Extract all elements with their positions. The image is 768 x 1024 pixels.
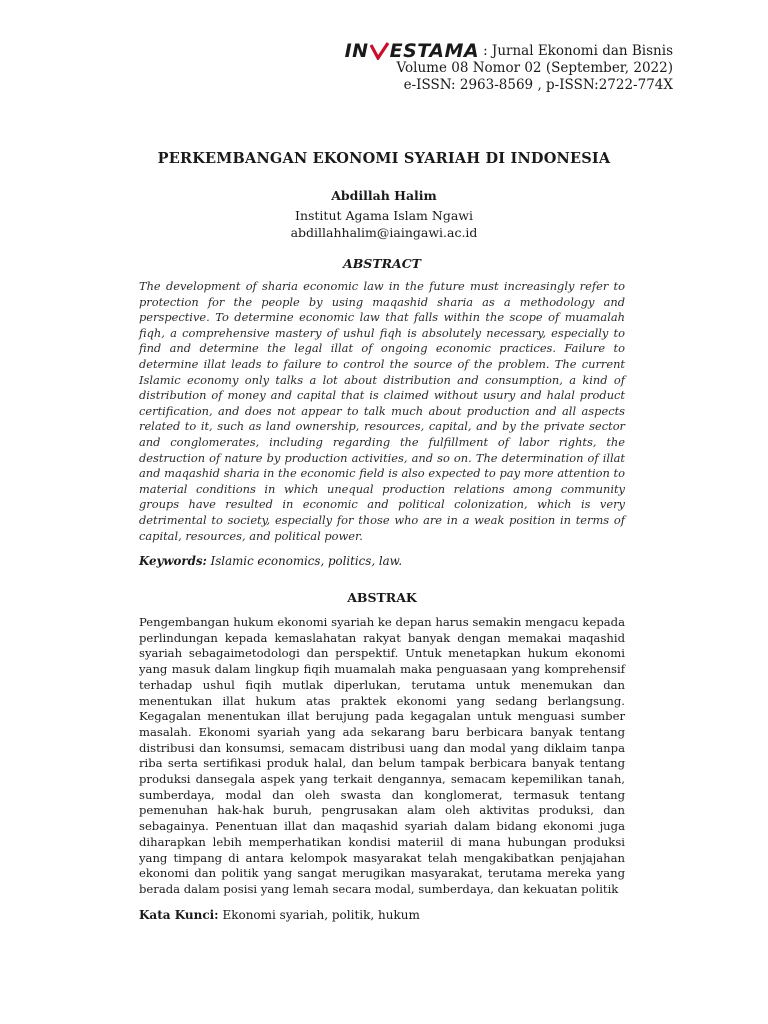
abstrak-section (139, 590, 625, 922)
abstrak-heading: ABSTRAK (347, 590, 417, 605)
author-affiliation: Institut Agama Islam Ngawi (295, 208, 473, 223)
journal-volume: Volume 08 Nomor 02 (September, 2022) (396, 60, 673, 76)
abstract-text: The development of sharia economic law in the future must increasingly refer to protection for the people by using maqashid sharia as a methodology and perspective. To determine economic law that falls within the scope of muamalah fiqh, a comprehensive mastery of ushul fiqh is absolutely necessary, especially to find and determine the legal illat of ongoing economic practices. Failure to determine illat leads to failure to control the source of the problem. The current Islamic economy only talks a lot about distribution and consumption, a kind of distribution of money and capital that is claimed without usury and halal product certification, and does not appear to talk much about production and all aspects related to it, such as land ownership, resources, capital, and by the private sector and conglomerates, including regarding the fulfillment of labor rights, the destruction of nature by production activities, and so on. The determination of illat and maqashid sharia in the economic field is also expected to pay more attention to material conditions in which unequal production relations among community groups have resulted in economic and political colonization, which is very detrimental to society, especially for those who are in a weak position in terms of capital, resources, and political power. (139, 279, 625, 543)
logo-text-in: IN (344, 39, 369, 62)
author-email[interactable]: abdillahhalim@iaingawi.ac.id (290, 225, 478, 240)
keywords-line (139, 554, 625, 568)
paper-title: PERKEMBANGAN EKONOMI SYARIAH DI INDONESIA (157, 150, 611, 167)
abstract-section (139, 256, 625, 568)
journal-issn: e-ISSN: 2963-8569 , p-ISSN:2722-774X (403, 77, 673, 93)
journal-name-line (344, 39, 673, 62)
keywords-label: Keywords: (139, 554, 207, 569)
keywords-values: Islamic economics, politics, law. (206, 554, 403, 569)
logo-text-estama: ESTAMA (389, 39, 480, 62)
journal-name: : Jurnal Ekonomi dan Bisnis (483, 42, 673, 59)
title-block (0, 150, 768, 241)
kata-kunci-line (139, 908, 625, 922)
abstract-heading: ABSTRACT (343, 256, 421, 271)
kata-kunci-label: Kata Kunci: (139, 907, 219, 922)
abstrak-text: Pengembangan hukum ekonomi syariah ke depan harus semakin mengacu kepada perlindungan kepada kemaslahatan rakyat banyak dengan memakai maqashid syariah sebagaimetodologi dan perspektif. Untuk menetapkan hukum ekonomi yang masuk dalam lingkup fiqih muamalah maka penguasaan yang komprehensif terhadap ushul fiqih mutlak diperlukan, terutama untuk menemukan dan menentukan illat hukum atas praktek ekonomi yang sedang berlangsung. Kegagalan menentukan illat berujung pada kegagalan untuk menguasi sumber masalah. Ekonomi syariah yang ada sekarang baru berbicara banyak tentang distribusi dan konsumsi, semacam distribusi uang dan modal yang diklaim tanpa riba serta sertifikasi produk halal, dan belum tampak berbicara banyak tentang produksi dansegala aspek yang terkait dengannya, semacam kepemilikan tanah, sumberdaya, modal dan oleh swasta dan konglomerat, termasuk tentang pemenuhan hak-hak buruh, pengrusakan alam oleh aktivitas produksi, dan sebagainya. Penentuan illat dan maqashid syariah dalam bidang ekonomi juga diharapkan lebih memperhatikan kondisi materiil di mana hubungan produksi yang timpang di antara kelompok masyarakat telah mengakibatkan penjajahan ekonomi dan politik yang sangat merugikan masyarakat, terutama mereka yang berada dalam posisi yang lemah secara modal, sumberdaya, dan kekuatan politik (139, 615, 625, 896)
logo-v-check-icon (370, 42, 389, 60)
investama-logo (344, 39, 480, 62)
journal-header (344, 39, 673, 94)
author-name: Abdillah Halim (331, 188, 437, 203)
kata-kunci-values: Ekonomi syariah, politik, hukum (218, 907, 420, 922)
